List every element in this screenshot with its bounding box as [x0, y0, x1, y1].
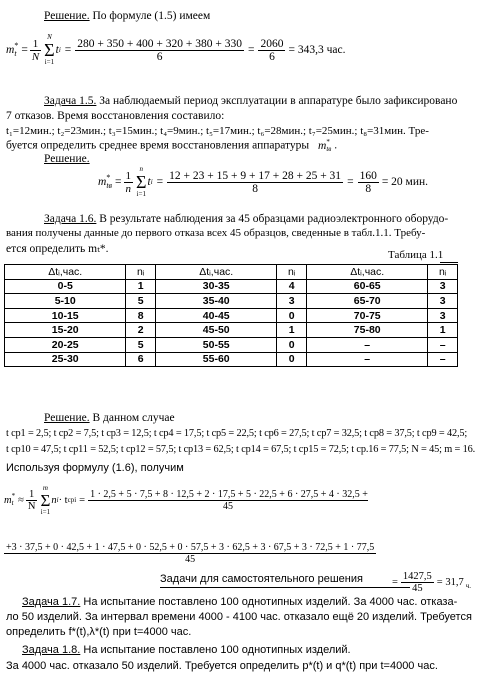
- sum-sign: N Σ i=1: [44, 33, 55, 66]
- table-cell: 35-40: [155, 294, 276, 309]
- symbol-sup: *: [326, 138, 330, 146]
- table-caption: Таблица 1.1: [388, 249, 444, 261]
- table-cell: 30-35: [155, 279, 276, 294]
- result-denominator: 6: [269, 50, 275, 63]
- eq-sign-3: =: [347, 176, 354, 188]
- table-cell: 8: [126, 308, 156, 323]
- task-1-6-line-3: ется определить mₜ*.: [6, 243, 109, 255]
- big-numerator: 12 + 23 + 15 + 9 + 17 + 28 + 25 + 31: [169, 169, 342, 182]
- using-formula-text: Используя формулу (1.6), получим: [6, 462, 184, 474]
- table-cell: 5-10: [5, 294, 126, 309]
- sum-var-sub: i: [150, 178, 153, 186]
- symbol-end: .: [331, 139, 338, 152]
- table-cell: 1: [277, 323, 307, 338]
- table-cell: –: [306, 352, 427, 367]
- table-cell: 60-65: [306, 279, 427, 294]
- table-cell: 2: [126, 323, 156, 338]
- table-header: nᵢ: [277, 265, 307, 280]
- table-cell: 5: [126, 294, 156, 309]
- result-denominator: 45: [412, 582, 423, 594]
- big-denominator: 6: [156, 50, 163, 63]
- result-numerator: 160: [359, 169, 377, 182]
- denominator-part-2: 45: [185, 553, 196, 565]
- task-1-7-line-1: [22, 596, 457, 608]
- task-text: За наблюдаемый период эксплуатации в аппаратуре было зафиксировано: [96, 95, 458, 107]
- sum-var: t: [55, 44, 59, 56]
- sum-top: N: [47, 33, 52, 41]
- task-text: На испытание поставлено 100 однотипных изделий. За 4000 час. отказа-: [80, 596, 458, 608]
- task-1-5-line-3: t₁=12мин.; t₂=23мин.; t₃=15мин.; t₄=9мин.; t₅=17мин.; t₆=28мин.; t₇=25мин.; t₈=31мин. Тре-: [6, 125, 429, 137]
- task-1-8-line-2: За 4000 час. отказало 50 изделий. Требуется определить p*(t) и q*(t) при t=4000 час.: [6, 660, 438, 672]
- frac-den: n: [125, 182, 132, 195]
- solution-label: Решение.: [44, 412, 90, 424]
- sum-sign: n Σ i=1: [136, 165, 147, 198]
- table-cell: –: [428, 337, 458, 352]
- table-cell: 10-15: [5, 308, 126, 323]
- table-cell: 75-80: [306, 323, 427, 338]
- table-cell: 65-70: [306, 294, 427, 309]
- result-numerator: 1427,5: [402, 570, 432, 582]
- formula-result: = 31,7: [436, 576, 464, 588]
- frac-num: 1: [26, 489, 38, 501]
- dot-t: · t: [58, 494, 68, 506]
- frac-den: N: [27, 500, 36, 512]
- table-cell: 70-75: [306, 308, 427, 323]
- table-cell: 1: [428, 323, 458, 338]
- big-numerator: 280 + 350 + 400 + 320 + 380 + 330: [77, 37, 242, 50]
- formula-1-6-part-2: [4, 533, 376, 573]
- sum-top: n: [139, 165, 143, 173]
- table-row: [5, 323, 458, 338]
- table-cell: 3: [428, 279, 458, 294]
- sum-var-sub: i: [56, 496, 59, 504]
- sum-bottom: i=1: [40, 507, 51, 516]
- table-cell: 0: [277, 308, 307, 323]
- table-header: Δtᵢ,час.: [5, 265, 126, 280]
- table-cell: 45-50: [155, 323, 276, 338]
- result-numerator: 2060: [260, 37, 284, 50]
- approx-sign: ≈: [18, 494, 24, 506]
- solution-intro: В данном случае: [89, 412, 175, 424]
- table-cell: 4: [277, 279, 307, 294]
- solution-1-heading: [44, 10, 210, 22]
- eq-sign-2: =: [392, 576, 398, 588]
- table-header: nᵢ: [428, 265, 458, 280]
- task-1-6-line-2: вания получены данные до первого отказа всех 45 образцов, сведенные в табл.1.1. Требу-: [6, 227, 426, 239]
- task-label: Задача 1.6.: [44, 213, 97, 225]
- result-denominator: 8: [365, 182, 372, 195]
- task-1-6-line-1: [44, 213, 448, 225]
- self-study-underline: [160, 587, 410, 588]
- table-header-row: [5, 265, 458, 280]
- table-cell: 55-60: [155, 352, 276, 367]
- task-text: буется определить среднее время восстановления аппаратуры: [6, 139, 310, 152]
- table-row: [5, 279, 458, 294]
- table-cell: 25-30: [5, 352, 126, 367]
- formula-1-5: [98, 162, 428, 202]
- task-text: В результате наблюдения за 45 образцами радиоэлектронного оборудо-: [96, 213, 449, 225]
- sum-bottom: i=1: [44, 58, 55, 66]
- table-row: [5, 308, 458, 323]
- tcp-values-line-1: t ср1 = 2,5; t ср2 = 7,5; t ср3 = 12,5; t ср4 = 17,5; t ср5 = 22,5; t ср6 = 27,5; t ср7 = 32,5; t ср8 = 37,5; t ср9 = 42,5;: [6, 428, 468, 439]
- formula-result: = 20 мин.: [381, 176, 429, 188]
- table-row: [5, 294, 458, 309]
- result-unit: ч.: [465, 582, 471, 590]
- sum-bottom: i=1: [136, 190, 146, 198]
- sum-var: n: [51, 494, 57, 506]
- task-1-5-line-4: [6, 139, 337, 153]
- task-1-7-line-3: определить f*(t),λ*(t) при t=4000 час.: [6, 626, 192, 638]
- solution-1-5-heading: Решение.: [44, 153, 90, 165]
- table-cell: 40-45: [155, 308, 276, 323]
- table-cell: –: [428, 352, 458, 367]
- table-cell: 0: [277, 352, 307, 367]
- lhs-sup: *: [14, 41, 19, 50]
- table-row: [5, 337, 458, 352]
- lhs-sup: *: [106, 173, 111, 182]
- table-cell: 20-25: [5, 337, 126, 352]
- eq-sign-2: =: [64, 44, 72, 56]
- table-header: nᵢ: [126, 265, 156, 280]
- sum-sign: m Σ i=1: [40, 483, 51, 516]
- table-cell: 6: [126, 352, 156, 367]
- symbol: m: [318, 139, 327, 152]
- formula-lhs: m: [98, 176, 107, 188]
- numerator-part-1: 1 · 2,5 + 5 · 7,5 + 8 · 12,5 + 2 · 17,5 + 5 · 22,5 + 6 · 27,5 + 4 · 32,5 +: [90, 488, 368, 500]
- table-cell: 1: [126, 279, 156, 294]
- solution-1-6-heading: [44, 412, 175, 424]
- eq-sign-2: =: [156, 176, 164, 188]
- data-table: [4, 264, 458, 367]
- numerator-part-2: +3 · 37,5 + 0 · 42,5 + 1 · 47,5 + 0 · 52,5 + 0 · 57,5 + 3 · 62,5 + 3 · 67,5 + 3 · 72,5 + 1 · 77,5: [6, 541, 375, 553]
- sum-var: t: [147, 176, 151, 188]
- formula-result: = 343,3 час.: [288, 44, 346, 56]
- task-label: Задача 1.5.: [44, 95, 97, 107]
- table-row: [5, 352, 458, 367]
- table-cell: 15-20: [5, 323, 126, 338]
- table-cell: 0: [277, 337, 307, 352]
- task-1-8-line-1: [22, 644, 351, 656]
- task-1-5-line-1: [44, 95, 457, 107]
- frac-num: 1: [125, 169, 132, 182]
- formula-lhs: m: [4, 494, 12, 506]
- sum-top: m: [42, 483, 48, 492]
- task-label: Задача 1.7.: [22, 596, 81, 608]
- eq-sign: =: [115, 176, 122, 188]
- eq-sign-3: =: [247, 44, 255, 56]
- solution-label: Решение.: [44, 10, 90, 22]
- table-header: Δtᵢ,час.: [155, 265, 276, 280]
- dot-t-sub: срi: [67, 496, 77, 504]
- lhs-sub: t: [11, 499, 14, 507]
- task-1-5-line-2: 7 отказов. Время восстановления составило:: [6, 110, 225, 122]
- task-1-7-line-2: ло 50 изделий. За интервал времени 4000 - 4100 час. отказало ещё 20 изделий. Требуется: [6, 611, 472, 623]
- table-cell: –: [306, 337, 427, 352]
- table-header: Δtᵢ,час.: [306, 265, 427, 280]
- table-cell: 50-55: [155, 337, 276, 352]
- big-denominator: 8: [252, 182, 258, 195]
- lhs-sub: t: [14, 49, 17, 58]
- table-cell: 3: [428, 308, 458, 323]
- self-study-title: Задачи для самостоятельного решения: [160, 573, 363, 585]
- symbol-sub: tв: [326, 145, 332, 153]
- tcp-values-line-2: t ср10 = 47,5; t ср11 = 52,5; t ср12 = 57,5; t ср13 = 62,5; t ср14 = 67,5; t ср15 = 72,5; t ср.16 = 77,5; N = 45; m = 16.: [6, 444, 476, 455]
- lhs-sup: *: [11, 492, 16, 500]
- formula-lhs: m: [6, 44, 15, 56]
- denominator-part-1: 45: [222, 500, 233, 512]
- solution-intro: По формуле (1.5) имеем: [89, 10, 211, 22]
- lhs-sub: tв: [106, 181, 113, 190]
- table-cell: 3: [277, 294, 307, 309]
- task-label: Задача 1.8.: [22, 644, 81, 656]
- eq-sign: =: [79, 494, 86, 506]
- sum-var-sub: i: [58, 46, 61, 54]
- frac-den: N: [31, 50, 40, 63]
- formula-1-6-part-1: [4, 480, 368, 520]
- table-cell: 5: [126, 337, 156, 352]
- table-cell: 3: [428, 294, 458, 309]
- task-text: На испытание поставлено 100 однотипных изделий.: [80, 644, 351, 656]
- table-cell: 0-5: [5, 279, 126, 294]
- frac-num: 1: [30, 38, 41, 51]
- caption-underline: [440, 262, 458, 263]
- formula-1: [6, 30, 345, 70]
- eq-sign: =: [21, 44, 28, 56]
